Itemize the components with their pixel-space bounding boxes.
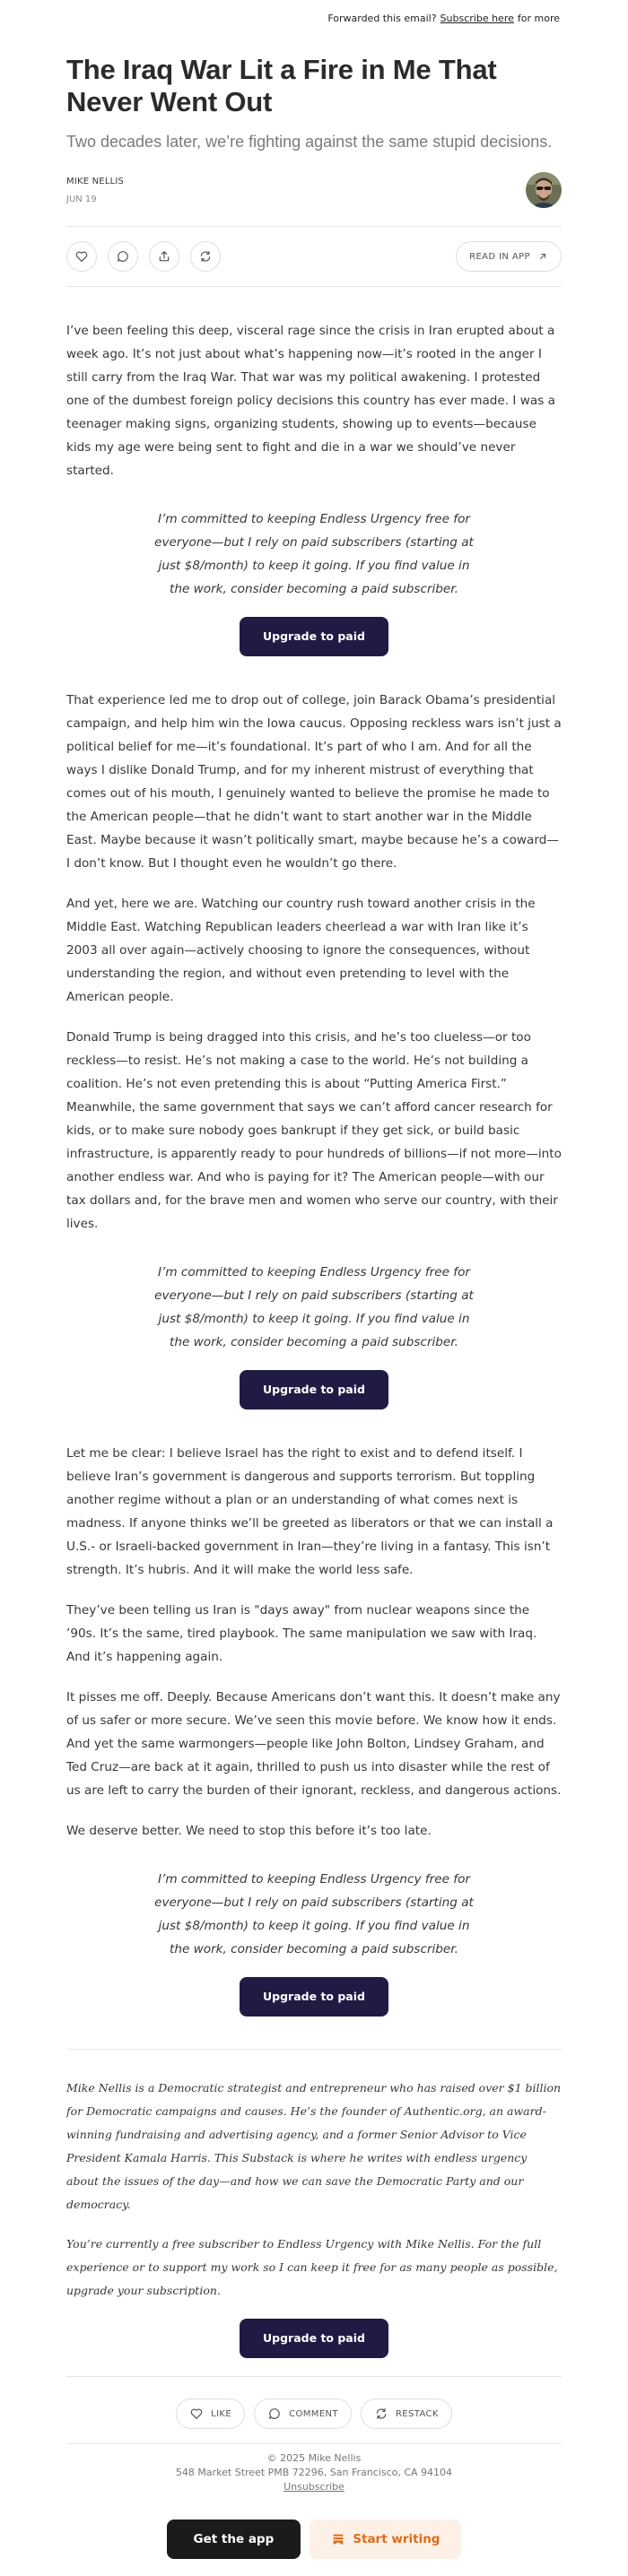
like-label: LIKE: [211, 2408, 232, 2419]
restack-button[interactable]: [190, 241, 221, 272]
upgrade-button[interactable]: Upgrade to paid: [240, 2319, 388, 2358]
forward-suffix: for more: [517, 12, 560, 24]
post-actions: [66, 227, 562, 286]
upgrade-button[interactable]: Upgrade to paid: [240, 1370, 388, 1409]
body-paragraph: We deserve better. We need to stop this before it’s too late.: [66, 1824, 432, 1838]
upgrade-button[interactable]: Upgrade to paid: [240, 617, 388, 656]
app-row: [66, 2520, 562, 2559]
mailing-address: 548 Market Street PMB 72296, San Francisco, CA 94104: [175, 2467, 453, 2478]
subscribe-link[interactable]: Subscribe here: [440, 12, 514, 24]
body-paragraph: They’ve been telling us Iran is "days away" from nuclear weapons since the ’90s. It’s the same, tired playbook. The same manipulation we saw with Iraq. And it’s happening again.: [66, 1603, 537, 1664]
arrow-up-right-icon: [537, 251, 548, 262]
body-paragraph: Let me be clear: I believe Israel has the right to exist and to defend itself. I believe Iran’s government is dangerous and supports terrorism. But toppling another regime without a plan or an understanding of what comes next is madness. If anyone thinks we’ll be greeted as liberators or that we can install a U.S.- or Israeli-backed government in Iran—they’re living in a fantasy. This isn’t strength. It’s hubris. And it will make the world less safe.: [66, 1446, 554, 1577]
restack-icon: [198, 249, 213, 264]
share-button[interactable]: [149, 241, 179, 272]
promo-block: [66, 1261, 562, 1409]
comment-pill-button[interactable]: [254, 2398, 352, 2429]
restack-label: RESTACK: [395, 2408, 439, 2419]
upgrade-button[interactable]: Upgrade to paid: [240, 1977, 388, 2017]
heart-icon: [189, 2407, 204, 2421]
restack-pill-button[interactable]: [361, 2398, 452, 2429]
bio-upgrade: [66, 2319, 562, 2358]
article-body: [66, 319, 562, 2017]
post-date: JUN 19: [66, 194, 97, 204]
comment-icon: [116, 249, 130, 264]
forward-banner: [0, 0, 628, 36]
read-in-app-button[interactable]: [456, 241, 562, 272]
comment-label: COMMENT: [289, 2408, 338, 2419]
promo-quote: I’m committed to keeping Endless Urgency free for everyone—but I rely on paid subscribers (starting at just $8/month) to keep it going. If you find value in the work, consider becoming a paid subscriber.: [154, 1872, 474, 1956]
promo-quote: I’m committed to keeping Endless Urgency free for everyone—but I rely on paid subscribers (starting at just $8/month) to keep it going. If you find value in the work, consider becoming a paid subscriber.: [154, 1265, 474, 1349]
byline: [66, 172, 562, 208]
read-in-app-label: READ IN APP: [469, 251, 530, 262]
comment-button[interactable]: [108, 241, 138, 272]
heart-icon: [74, 249, 89, 264]
footer: [66, 2444, 562, 2494]
copyright: © 2025 Mike Nellis: [266, 2452, 362, 2464]
comment-icon: [267, 2407, 282, 2421]
divider-actions: [66, 286, 562, 287]
body-paragraph: That experience led me to drop out of college, join Barack Obama’s presidential campaign, and help him win the Iowa caucus. Opposing reckless wars isn’t just a political belief for me—it’s foundational. It’s part of who I am. And for all the ways I dislike Donald Trump, and for my inherent mistrust of everything that comes out of his mouth, I genuinely wanted to believe the promise he made to the American people—that he didn’t want to start another war in the Middle East. Maybe because it wasn’t politically smart, maybe because he’s a coward—I don’t know. But I thought even he wouldn’t go there.: [66, 693, 562, 871]
like-pill-button[interactable]: [176, 2398, 245, 2429]
promo-block: [66, 1868, 562, 2017]
start-writing-label: Start writing: [353, 2532, 440, 2546]
divider-bio: [66, 2049, 562, 2050]
divider-bottom: [66, 2376, 562, 2377]
avatar[interactable]: [526, 172, 562, 208]
article-subtitle: Two decades later, we’re fighting against the same stupid decisions.: [66, 133, 553, 151]
restack-icon: [374, 2407, 388, 2421]
subscriber-note: You’re currently a free subscriber to Endless Urgency with Mike Nellis. For the full experience or to support my work so I can keep it free for as many people as possible, upgrade your subscription.: [66, 2237, 558, 2297]
body-paragraph: It pisses me off. Deeply. Because Americans don’t want this. It doesn’t make any of us safer or more secure. We’ve seen this movie before. We know how it ends. And yet the same warmongers—people like John Bolton, Lindsey Graham, and Ted Cruz—are back at it again, thrilled to push us into disaster while the rest of us are left to carry the burden of their ignorant, reckless, and dangerous actions.: [66, 1690, 562, 1798]
share-icon: [157, 249, 171, 264]
author-bio: [66, 2077, 562, 2303]
forward-prefix: Forwarded this email?: [327, 12, 437, 24]
start-writing-button[interactable]: [310, 2520, 461, 2559]
body-paragraph: Donald Trump is being dragged into this crisis, and he’s too clueless—or too reckless—to resist. He’s not making a case to the world. He’s not building a coalition. He’s not even pretending this is about “Putting America First.” Meanwhile, the same government that says we can’t afford cancer research for kids, or to make sure nobody goes bankrupt if they get sick, or build basic infrastructure, is apparently ready to pour hundreds of billions—if not more—into another endless war. And who is paying for it? The American people—with our tax dollars and, for the brave men and women who serve our country, with their lives.: [66, 1030, 562, 1231]
substack-logo-icon: [331, 2532, 345, 2546]
author-photo: [526, 172, 562, 208]
promo-quote: I’m committed to keeping Endless Urgency free for everyone—but I rely on paid subscribers (starting at just $8/month) to keep it going. If you find value in the work, consider becoming a paid subscriber.: [154, 512, 474, 596]
body-paragraph: I’ve been feeling this deep, visceral rage since the crisis in Iran erupted about a week ago. It’s not just about what’s happening now—it’s rooted in the anger I still carry from the Iraq War. That war was my political awakening. I protested one of the dumbest foreign policy decisions this country has ever made. I was a teenager making signs, organizing students, showing up to events—because kids my age were being sent to fight and die in a war we should’ve never started.: [66, 324, 555, 478]
unsubscribe-link[interactable]: Unsubscribe: [283, 2481, 345, 2493]
article-container: [66, 54, 562, 2559]
bottom-actions: [66, 2398, 562, 2429]
promo-block: [66, 507, 562, 656]
body-paragraph: And yet, here we are. Watching our country rush toward another crisis in the Middle East. Watching Republican leaders cheerlead a war with Iran like it’s 2003 all over again—actively choosing to ignore the consequences, without understanding the region, and without even pretending to level with the American people.: [66, 897, 536, 1004]
get-app-button[interactable]: Get the app: [167, 2520, 301, 2559]
author-name[interactable]: MIKE NELLIS: [66, 176, 125, 186]
article-title[interactable]: The Iraq War Lit a Fire in Me That Never Went Out: [66, 54, 497, 117]
bio-paragraph: Mike Nellis is a Democratic strategist and entrepreneur who has raised over $1 billion for Democratic campaigns and causes. He’s the founder of Authentic.org, an award-winning fundraising and advertising agency, and a former Senior Advisor to Vice President Kamala Harris. This Substack is where he writes with endless urgency about the issues of the day—and how we can save the Democratic Party and our democracy.: [66, 2081, 562, 2211]
like-button[interactable]: [66, 241, 97, 272]
